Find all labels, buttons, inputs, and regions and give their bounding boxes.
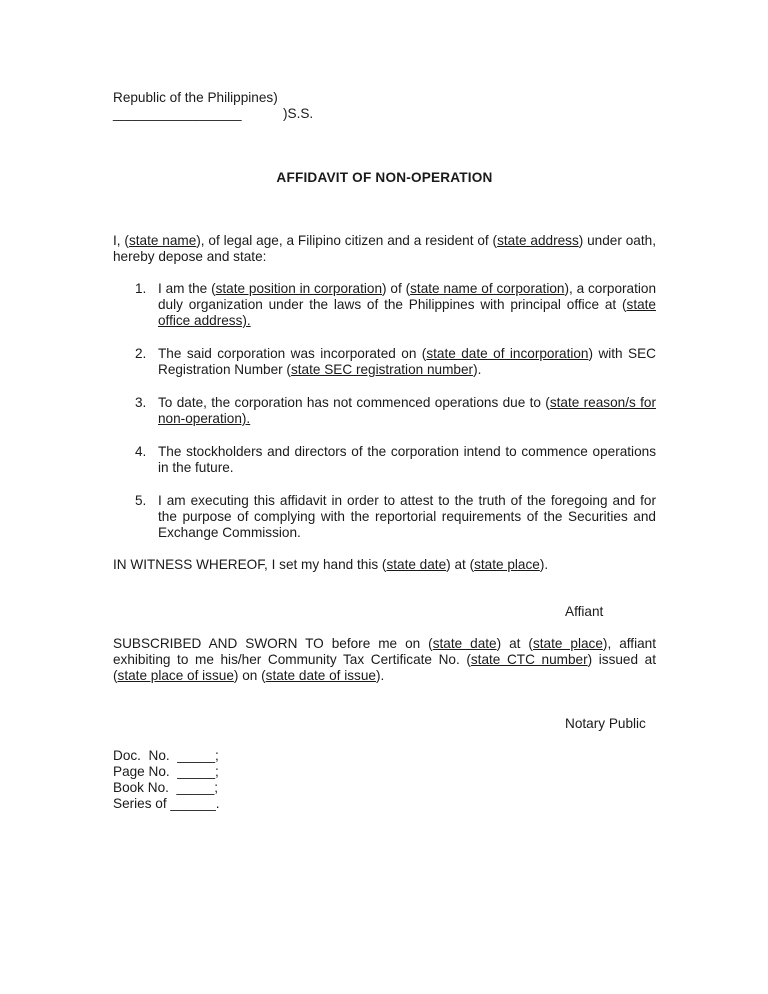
- field-incorporation-date: state date of incorporation: [426, 346, 589, 361]
- intro-paragraph: [113, 233, 656, 265]
- field-witness-place: state place: [474, 557, 540, 572]
- list-item: [113, 346, 656, 378]
- field-place-of-issue: state place of issue: [117, 668, 234, 683]
- item-number: 2.: [135, 346, 147, 361]
- field-sworn-place: state place: [532, 636, 603, 651]
- witness-text-2: ) at (: [446, 557, 475, 572]
- item-text: ), a corporation duly organization under the laws of the Philippines with principal office at (: [158, 281, 657, 312]
- field-state-name: state name: [128, 233, 197, 248]
- witness-text-1: IN WITNESS WHEREOF, I set my hand this (: [113, 557, 387, 572]
- list-item: [113, 395, 656, 427]
- field-corporation-name: state name of corporation: [410, 281, 565, 296]
- list-item: [113, 444, 656, 476]
- jurat-text-6: ).: [375, 668, 385, 683]
- field-date-of-issue: state date of issue: [265, 668, 376, 683]
- document-title: AFFIDAVIT OF NON-OPERATION: [276, 170, 493, 185]
- series-line: Series of ______.: [113, 796, 220, 811]
- item-number: 4.: [135, 444, 147, 459]
- item-number: 1.: [135, 281, 147, 296]
- jurat-text-5: ) on (: [233, 668, 266, 683]
- intro-text-3: ) under oath, hereby depose and state:: [113, 233, 656, 264]
- intro-text-1: I, (: [113, 233, 129, 248]
- item-text: ) of (: [382, 281, 411, 296]
- list-item: [113, 281, 656, 329]
- item-text: I am executing this affidavit in order to attest to the truth of the foregoing and for the purpose of complying with the reportorial requirements of the Securities and Exchange Commission.: [158, 493, 656, 540]
- notary-signature-label: Notary Public: [565, 716, 646, 731]
- jurat-text-2: ) at (: [496, 636, 533, 651]
- field-office-address: state office address).: [158, 297, 656, 328]
- item-text: ).: [473, 362, 482, 377]
- venue-ss: )S.S.: [283, 106, 314, 121]
- item-text: To date, the corporation has not commenced operations due to (: [158, 395, 550, 410]
- list-item: [113, 493, 656, 541]
- field-sec-number: state SEC registration number: [290, 362, 474, 377]
- doc-no-line: Doc. No. _____;: [113, 748, 219, 763]
- notarial-register: [113, 748, 656, 812]
- field-witness-date: state date: [386, 557, 447, 572]
- jurat-text-3: ), affiant exhibiting to me his/her Community Tax Certificate No. (: [113, 636, 656, 667]
- field-ctc-number: state CTC number: [470, 652, 588, 667]
- item-text: I am the (: [158, 281, 216, 296]
- field-sworn-date: state date: [432, 636, 497, 651]
- item-number: 3.: [135, 395, 147, 410]
- item-number: 5.: [135, 493, 147, 508]
- jurat-text-1: SUBSCRIBED AND SWORN TO before me on (: [113, 636, 433, 651]
- venue-republic: Republic of the Philippines): [113, 90, 278, 105]
- jurat-text-4: ) issued at (: [113, 652, 656, 683]
- item-text: The said corporation was incorporated on (: [158, 346, 427, 361]
- item-text: ) with SEC Registration Number (: [158, 346, 656, 377]
- affiant-signature-label: Affiant: [565, 604, 604, 619]
- venue-blank: _________________: [113, 106, 242, 121]
- affidavit-document: [113, 90, 656, 812]
- statement-list: [113, 281, 656, 541]
- page-no-line: Page No. _____;: [113, 764, 219, 779]
- field-reason: state reason/s for non-operation).: [158, 395, 656, 426]
- jurat-paragraph: [113, 636, 656, 684]
- book-no-line: Book No. _____;: [113, 780, 219, 795]
- venue-line: [113, 106, 656, 122]
- field-state-address: state address: [497, 233, 579, 248]
- witness-paragraph: [113, 557, 656, 573]
- witness-text-3: ).: [539, 557, 549, 572]
- item-text: The stockholders and directors of the corporation intend to commence operations in the future.: [158, 444, 656, 475]
- field-position: state position in corporation: [215, 281, 383, 296]
- intro-text-2: ), of legal age, a Filipino citizen and a resident of (: [196, 233, 498, 248]
